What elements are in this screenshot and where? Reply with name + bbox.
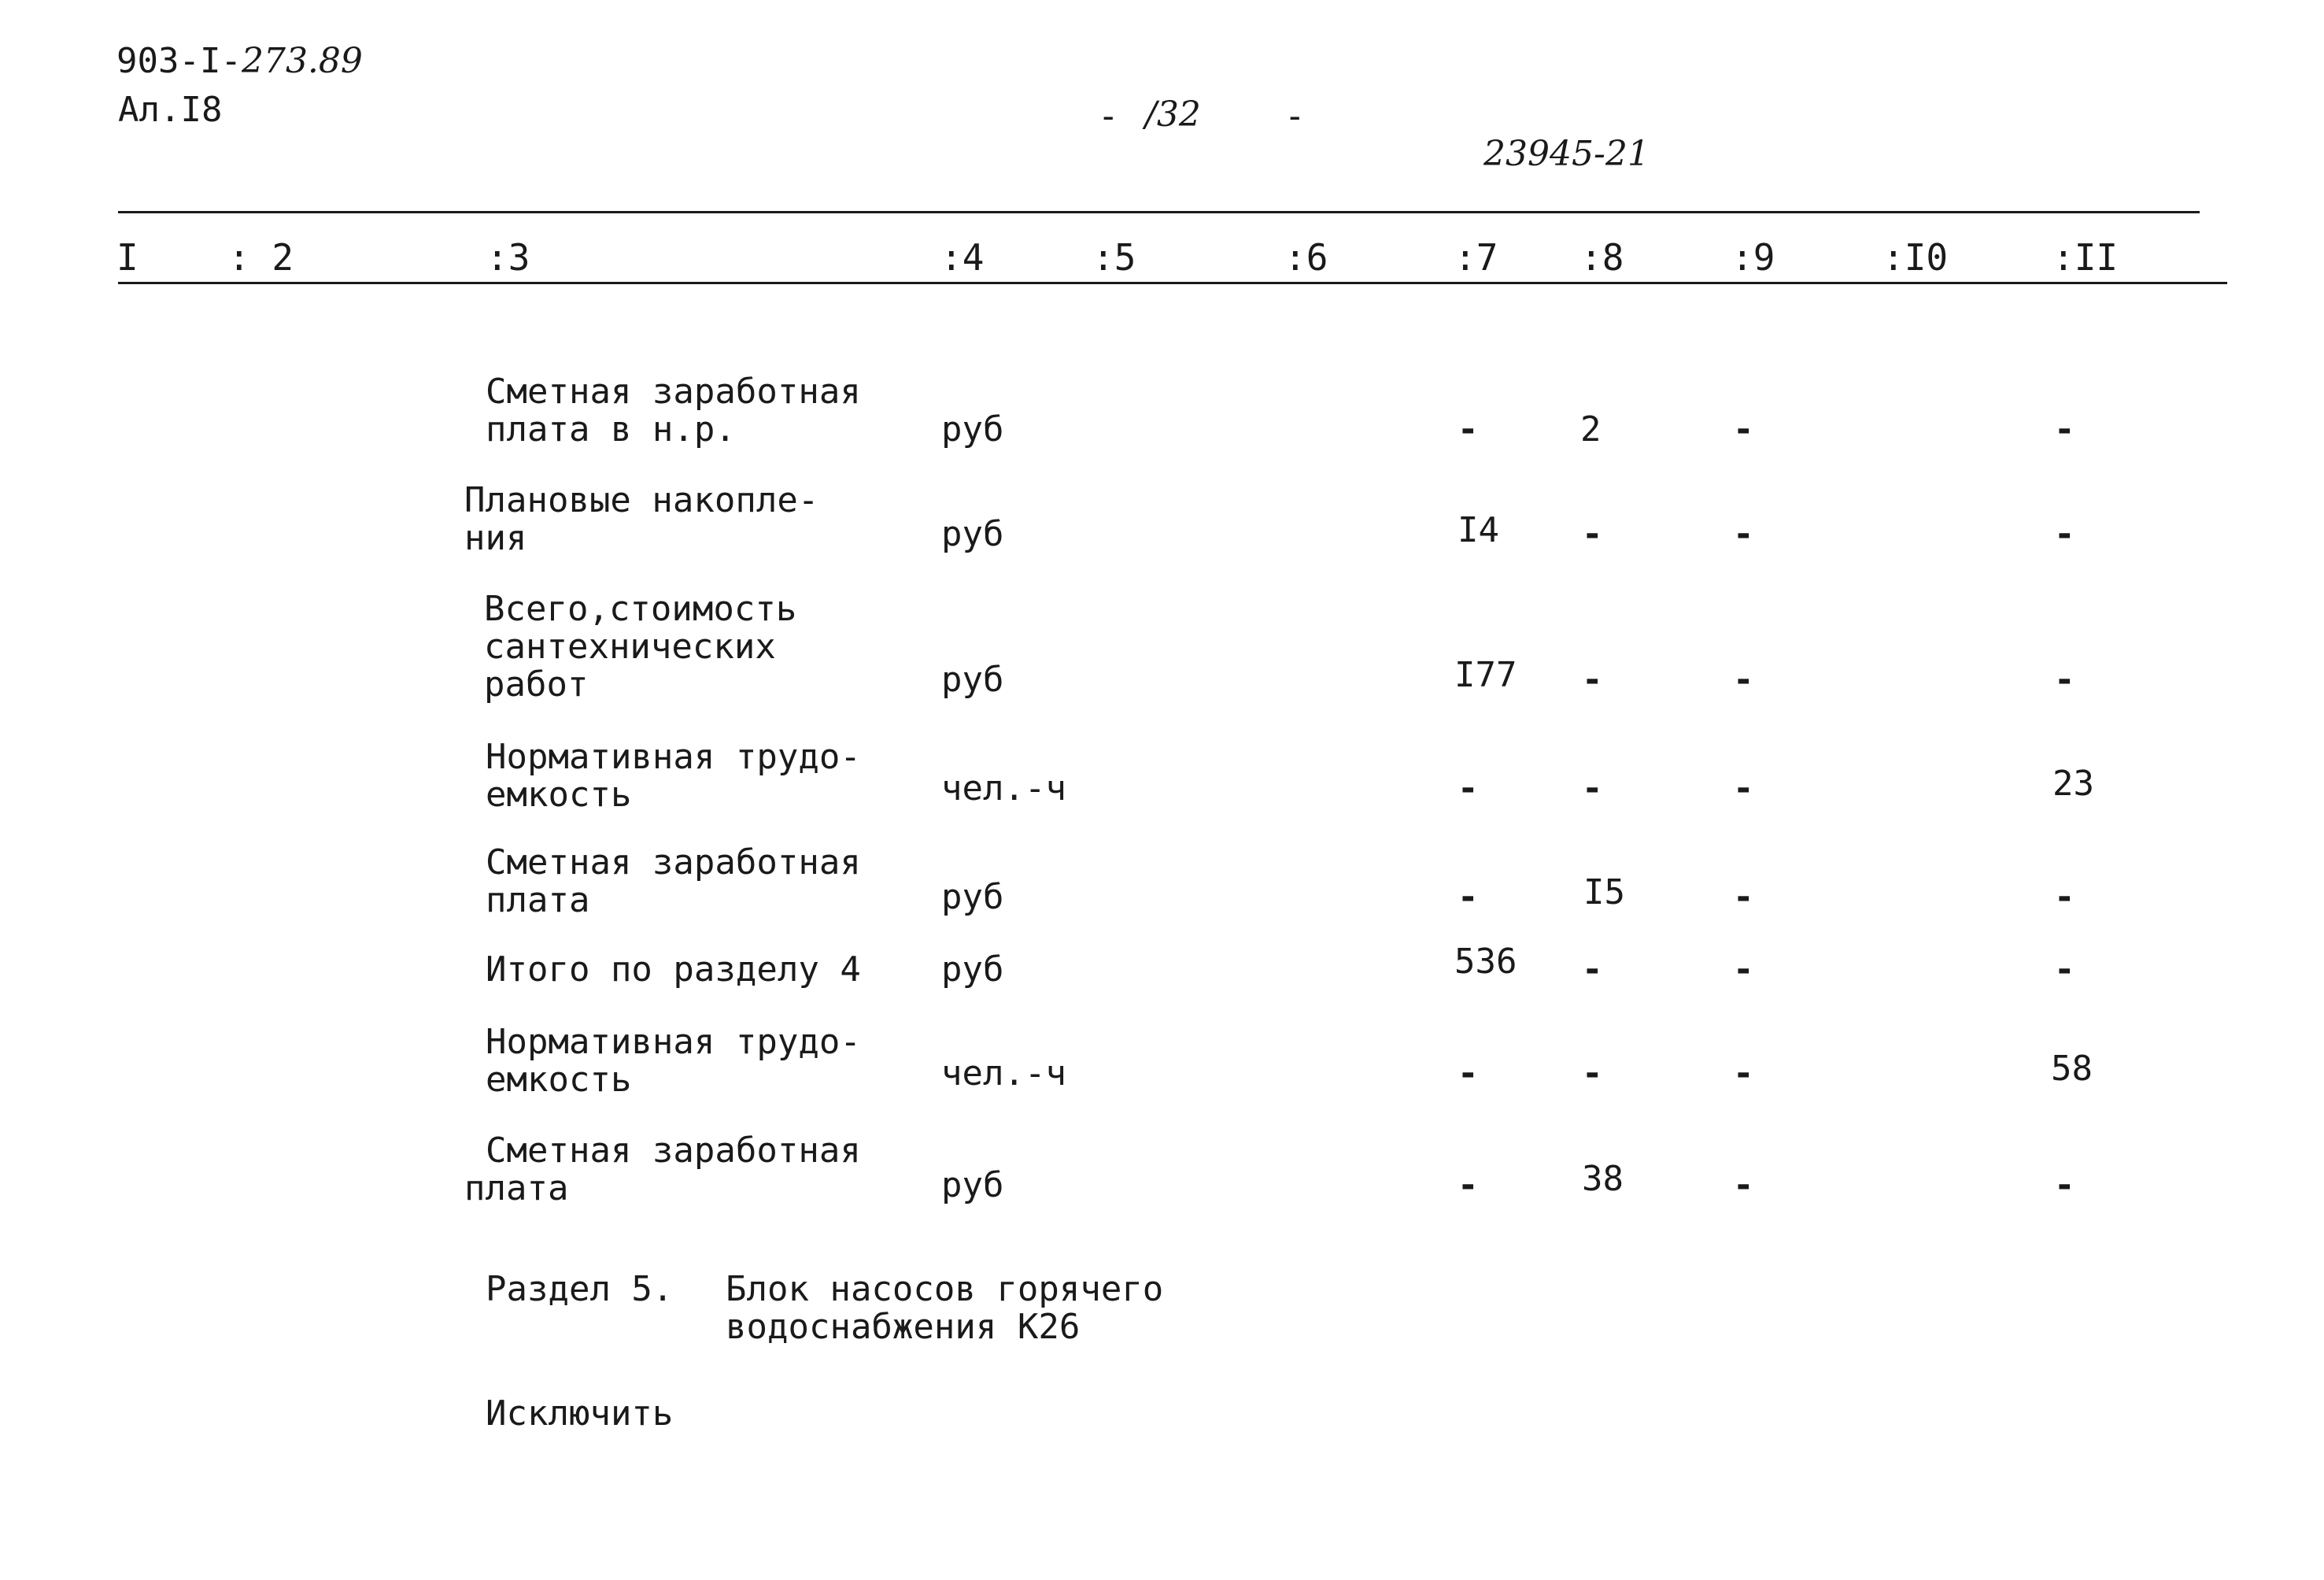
row-name-line: емкость xyxy=(486,1060,632,1100)
table-row-5-col9: - xyxy=(1733,949,1754,990)
header-top-rule xyxy=(118,211,2200,213)
column-header-7: :7 xyxy=(1454,236,1498,279)
table-row-3-col8: - xyxy=(1582,768,1603,809)
row-name-line: емкость xyxy=(486,775,632,815)
header-bottom-rule xyxy=(118,282,2227,284)
column-header-1: I xyxy=(116,236,139,279)
document-code xyxy=(116,41,363,81)
column-header-11: :II xyxy=(2052,236,2119,279)
row-name-line: плата xyxy=(464,1168,569,1208)
row-name-line: плата в н.р. xyxy=(486,409,736,450)
table-row-5-unit: руб xyxy=(941,949,1004,990)
table-row-4-col7: - xyxy=(1458,877,1479,917)
table-row-4-name xyxy=(486,844,861,920)
table-row-0-unit: руб xyxy=(941,409,1004,450)
table-row-1-col9: - xyxy=(1733,514,1754,554)
table-row-2-unit: руб xyxy=(941,660,1004,700)
column-header-4: :4 xyxy=(940,236,985,279)
column-header-10: :I0 xyxy=(1882,236,1949,279)
table-row-4-unit: руб xyxy=(941,877,1004,917)
row-name-line: Нормативная трудо- xyxy=(486,737,861,777)
table-row-6-name xyxy=(486,1023,861,1099)
table-row-5-col7: 536 xyxy=(1454,942,1517,982)
sheet-label: Ал.I8 xyxy=(118,90,223,130)
table-row-4-col9: - xyxy=(1733,877,1754,917)
row-name-line: Плановые накопле- xyxy=(464,480,819,520)
table-row-2-col7: I77 xyxy=(1454,655,1517,695)
table-row-2-name xyxy=(484,590,796,704)
table-row-4-col8: I5 xyxy=(1583,872,1625,912)
row-name-line: Сметная заработная xyxy=(486,1130,861,1171)
table-row-3-col7: - xyxy=(1458,768,1479,809)
table-row-1-col11: - xyxy=(2054,514,2075,554)
row-name-line: работ xyxy=(484,664,589,705)
section-label: Раздел 5. xyxy=(486,1269,674,1309)
column-header-3: :3 xyxy=(486,236,530,279)
page-dash-left: - xyxy=(1098,96,1119,136)
table-row-3-col9: - xyxy=(1733,768,1754,809)
column-header-6: :6 xyxy=(1284,236,1328,279)
archive-number: 23945-21 xyxy=(1483,134,1650,174)
instruction-text: Исключить xyxy=(486,1393,674,1434)
page-dash-right: - xyxy=(1284,96,1306,136)
table-row-0-col9: - xyxy=(1733,409,1754,450)
table-row-4-col11: - xyxy=(2054,877,2075,917)
row-name-line: Нормативная трудо- xyxy=(486,1022,861,1062)
page-number: /32 xyxy=(1145,94,1201,135)
table-row-6-col9: - xyxy=(1733,1053,1754,1093)
row-name-line: сантехнических xyxy=(484,627,776,667)
row-name-line: Сметная заработная xyxy=(486,372,861,412)
table-row-1-unit: руб xyxy=(941,514,1004,554)
row-name-line: Итого по разделу 4 xyxy=(486,949,861,990)
table-row-7-name xyxy=(464,1132,861,1208)
table-row-6-unit: чел.-ч xyxy=(941,1053,1066,1093)
row-name-line: Сметная заработная xyxy=(486,842,861,883)
table-row-0-name xyxy=(486,373,861,449)
row-name-line: Всего,стоимость xyxy=(484,589,797,629)
table-row-2-col9: - xyxy=(1733,660,1754,700)
table-row-6-col7: - xyxy=(1458,1053,1479,1093)
table-row-1-col8: - xyxy=(1582,514,1603,554)
section-title-line: водоснабжения К26 xyxy=(726,1307,1081,1347)
table-row-5-col8: - xyxy=(1582,949,1603,990)
table-row-0-col11: - xyxy=(2054,409,2075,450)
row-name-line: ния xyxy=(464,518,527,558)
table-row-5-name xyxy=(486,951,861,989)
table-row-1-name xyxy=(464,482,818,557)
column-header-8: :8 xyxy=(1580,236,1624,279)
table-row-6-col11: 58 xyxy=(2051,1049,2093,1089)
table-row-0-col8: 2 xyxy=(1580,409,1602,450)
table-row-3-name xyxy=(486,738,861,814)
document-code-printed: 903-I- xyxy=(116,41,242,81)
table-row-7-col8: 38 xyxy=(1582,1159,1624,1199)
table-row-7-unit: руб xyxy=(941,1165,1004,1205)
section-title xyxy=(726,1271,1163,1346)
row-name-line: плата xyxy=(486,880,590,920)
table-row-3-unit: чел.-ч xyxy=(941,768,1066,809)
table-row-5-col11: - xyxy=(2054,949,2075,990)
table-row-7-col11: - xyxy=(2054,1165,2075,1205)
table-row-0-col7: - xyxy=(1458,409,1479,450)
table-row-3-col11: 23 xyxy=(2052,764,2094,804)
document-code-handwritten: 273.89 xyxy=(241,41,363,81)
table-row-7-col9: - xyxy=(1733,1165,1754,1205)
column-header-5: :5 xyxy=(1092,236,1136,279)
table-row-2-col11: - xyxy=(2054,660,2075,700)
column-header-2: : 2 xyxy=(228,236,294,279)
table-row-2-col8: - xyxy=(1582,660,1603,700)
column-header-9: :9 xyxy=(1731,236,1775,279)
table-row-1-col7: I4 xyxy=(1458,510,1499,550)
table-row-6-col8: - xyxy=(1582,1053,1603,1093)
section-title-line: Блок насосов горячего xyxy=(726,1269,1164,1309)
table-row-7-col7: - xyxy=(1458,1165,1479,1205)
